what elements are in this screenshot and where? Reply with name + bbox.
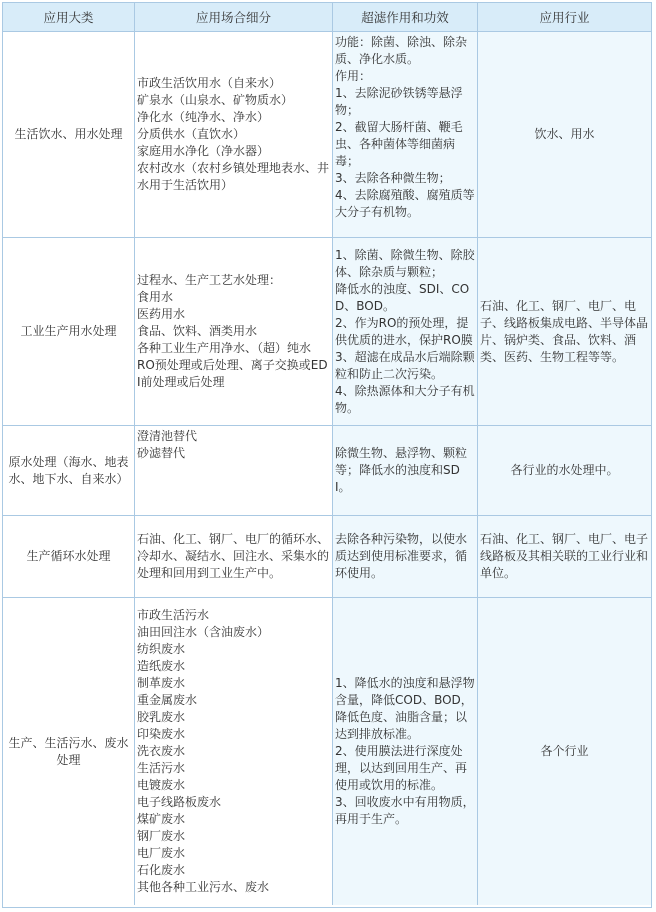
row-category: 工业生产用水处理 (3, 238, 135, 426)
row-industry: 石油、化工、钢厂、电厂、电子线路板及其相关联的工业行业和单位。 (478, 516, 651, 598)
scenario-line: 澄清池替代 (137, 429, 198, 443)
water-treatment-table (2, 2, 652, 908)
row-industry: 各个行业 (478, 598, 651, 905)
header-industry: 应用行业 (478, 3, 651, 32)
scenario-line: 市政生活污水 (137, 608, 210, 622)
row-industry: 石油、化工、钢厂、电厂、电子、线路板集成电路、半导体晶片、锅炉类、食品、饮料、酒类、医药、生物工程等等。 (478, 238, 651, 426)
header-category: 应用大类 (3, 3, 135, 32)
scenario-line: 市政生活饮用水（自来水） (137, 76, 282, 90)
scenario-line: 制革废水 (137, 676, 186, 690)
scenario-line: 石化废水 (137, 863, 186, 877)
scenario-line: 矿泉水（山泉水、矿物质水） (137, 93, 294, 107)
scenario-line: 分质供水（直饮水） (137, 127, 246, 141)
scenario-line: 电厂废水 (137, 846, 186, 860)
function-line: 降低水的浊度、SDI、COD、BOD。 (335, 281, 470, 313)
scenario-line: 石油、化工、钢厂、电厂的循环水、冷却水、凝结水、回注水、采集水的处理和回用到工业生产中。 (137, 532, 330, 580)
row-industry: 饮水、用水 (478, 32, 651, 238)
scenario-line: 砂滤替代 (137, 446, 186, 460)
function-line: 4、去除腐殖酸、腐殖质等大分子有机物。 (335, 188, 475, 219)
row-functions (333, 32, 478, 238)
scenario-line: RO预处理或后处理、离子交换或EDI前处理或后处理 (137, 358, 328, 389)
row-scenarios (135, 598, 333, 905)
function-line: 1、除菌、除微生物、除胶体、除杂质与颗粒； (335, 247, 475, 279)
row-scenarios (135, 426, 333, 516)
row-category: 生活饮水、用水处理 (3, 32, 135, 238)
row-functions (333, 516, 478, 598)
row-functions (333, 426, 478, 516)
scenario-line: 食品、饮料、酒类用水 (137, 324, 258, 338)
header-function: 超滤作用和功效 (333, 3, 478, 32)
scenario-line: 食用水 (137, 290, 174, 304)
scenario-line: 其他各种工业污水、废水 (137, 880, 270, 894)
scenario-line: 家庭用水净化（净水器） (137, 144, 270, 158)
scenario-line: 造纸废水 (137, 659, 186, 673)
scenario-line: 医药用水 (137, 307, 186, 321)
scenario-line: 生活污水 (137, 761, 186, 775)
function-line: 2、作为RO的预处理，提供优质的进水，保护RO膜 (335, 315, 473, 347)
scenario-line: 洗衣废水 (137, 744, 186, 758)
header-scenario: 应用场合细分 (135, 3, 333, 32)
scenario-line: 胶乳废水 (137, 710, 186, 724)
scenario-line: 煤矿废水 (137, 812, 186, 826)
function-line: 2、截留大肠杆菌、鞭毛虫、各种菌体等细菌病毒； (335, 120, 463, 168)
function-line: 作用： (335, 69, 372, 83)
function-line: 1、去除泥砂铁锈等悬浮物； (335, 86, 463, 117)
scenario-line: 重金属废水 (137, 693, 198, 707)
row-category: 生产循环水处理 (3, 516, 135, 598)
scenario-line: 过程水、生产工艺水处理： (137, 273, 282, 287)
row-functions (333, 238, 478, 426)
scenario-line: 油田回注水（含油废水） (137, 625, 270, 639)
scenario-line: 纺织废水 (137, 642, 186, 656)
function-line: 去除各种污染物，以使水质达到使用标准要求，循环使用。 (335, 532, 468, 580)
row-functions (333, 598, 478, 905)
function-line: 3、回收废水中有用物质，再用于生产。 (335, 795, 475, 826)
scenario-line: 印染废水 (137, 727, 186, 741)
scenario-line: 各种工业生产用净水、（超）纯水 (137, 341, 312, 355)
scenario-line: 钢厂废水 (137, 829, 186, 843)
function-line: 3、超滤在成品水后端除颗粒和防止二次污染。 (335, 349, 475, 381)
scenario-line: 电子线路板废水 (137, 795, 222, 809)
row-category: 原水处理（海水、地表水、地下水、自来水） (3, 426, 135, 516)
scenario-line: 电镀废水 (137, 778, 186, 792)
function-line: 4、除热源体和大分子有机物。 (335, 383, 475, 415)
function-line: 3、去除各种微生物； (335, 171, 451, 185)
function-line: 除微生物、悬浮物、颗粒等；降低水的浊度和SDI。 (335, 446, 468, 494)
function-line: 功能：除菌、除浊、除杂质、净化水质。 (335, 35, 468, 66)
row-scenarios (135, 32, 333, 238)
scenario-line: 净化水（纯净水、净水） (137, 110, 270, 124)
row-category: 生产、生活污水、废水处理 (3, 598, 135, 905)
scenario-line: 农村改水（农村乡镇处理地表水、井水用于生活饮用） (137, 161, 330, 192)
row-industry: 各行业的水处理中。 (478, 426, 651, 516)
function-line: 2、使用膜法进行深度处理，以达到回用生产、再使用或饮用的标准。 (335, 744, 468, 792)
row-scenarios (135, 238, 333, 426)
row-scenarios (135, 516, 333, 598)
function-line: 1、降低水的浊度和悬浮物含量，降低COD、BOD，降低色度、油脂含量；以达到排放标准。 (335, 676, 475, 741)
